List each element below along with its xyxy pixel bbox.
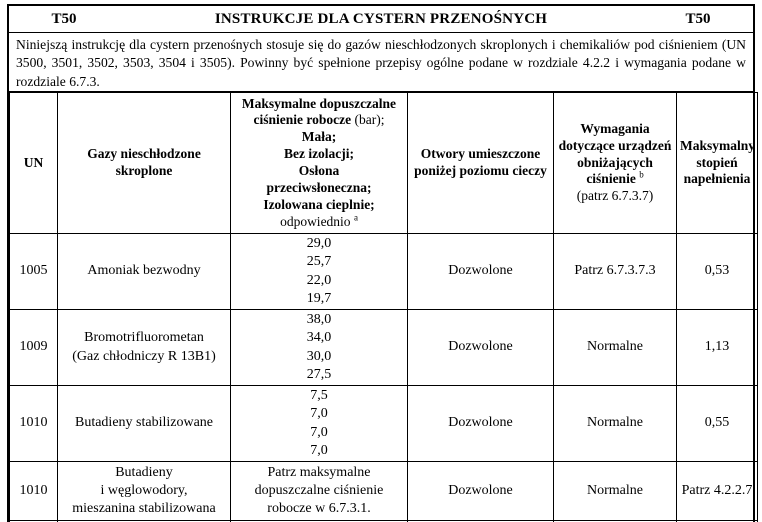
title-row [9,6,753,33]
pressure-header-line: przeciwsłoneczna; [266,179,372,195]
title-code-left: T50 [51,10,77,27]
pressure-header-line: Maksymalne dopuszczalne [241,95,397,111]
cell-openings: Dozwolone [408,462,554,521]
col-header-openings: Otwory umieszczone poniżej poziomu cieczy [408,93,554,234]
pressure-header-line: odpowiednio $^a$ [280,212,358,229]
cell-openings: Dozwolone [408,234,554,310]
col-header-relief [554,93,677,234]
footnote-marker-b: b [639,169,644,180]
cell-pressure: Patrz maksymalne dopuszczalne ciśnienie robocze w 6.7.3.1. [231,462,408,521]
title-code-right: T50 [685,10,711,27]
col-header-degree: Maksymalny stopień napełnienia [677,93,758,234]
pressure-header-line: ciśnienie robocze (bar); [253,112,385,128]
cell-relief: Normalne [554,462,677,521]
table-row [10,234,758,310]
cell-openings: Dozwolone [408,386,554,462]
cell-degree: 0,53 [677,234,758,310]
table-row [10,386,758,462]
col-header-gases: Gazy nieschłodzone skroplone [58,93,231,234]
cell-un: 1010 [10,462,58,521]
pressure-header-line: Izolowana cieplnie; [263,196,375,212]
cell-gas: Butadieny stabilizowane [58,386,231,462]
cell-degree: 1,13 [677,310,758,386]
header-row [10,93,758,234]
cell-pressure: 38,0 34,0 30,0 27,5 [231,310,408,386]
col-header-pressure [231,93,408,234]
cell-degree: 0,55 [677,386,758,462]
cell-un: 1005 [10,234,58,310]
cell-gas: Bromotrifluorometan (Gaz chłodniczy R 13B1) [58,310,231,386]
cell-relief: Normalne [554,386,677,462]
cell-gas: Amoniak bezwodny [58,234,231,310]
pressure-header-line: Mała; [301,129,337,145]
cell-un: 1009 [10,310,58,386]
page-title: INSTRUKCJE DLA CYSTERN PRZENOŚNYCH [214,10,548,27]
pressure-header-line: Osłona [298,163,340,178]
cell-pressure: 7,5 7,0 7,0 7,0 [231,386,408,462]
table-row [10,310,758,386]
cell-openings: Dozwolone [408,310,554,386]
relief-header-bold: Wymagania dotyczące urządzeń obniżających ciśnienie $^b$ [558,120,672,187]
t50-instruction-document [7,4,755,522]
col-header-un: UN [10,93,58,234]
table-row [10,462,758,521]
cell-gas: Butadieny i węglowodory, mieszanina stabilizowana [58,462,231,521]
intro-paragraph: Niniejszą instrukcję dla cystern przenośnych stosuje się do gazów nieschłodzonych skroplonych i chemikaliów pod ciśnieniem (UN 3500, 3501, 3502, 3503, 3504 i 3505). Powinny być spełnione przepisy ogólne podane w rozdziale 4.2.2 i wymagania podane w rozdziale 6.7.3. [9,33,753,92]
portable-tank-table [9,92,758,522]
relief-header-ref: (patrz 6.7.3.7) [576,188,654,204]
cell-degree: Patrz 4.2.2.7 [677,462,758,521]
footnote-marker-a: a [353,212,358,223]
cell-relief: Patrz 6.7.3.7.3 [554,234,677,310]
cell-pressure: 29,0 25,7 22,0 19,7 [231,234,408,310]
pressure-header-line: Bez izolacji; [283,146,355,162]
cell-relief: Normalne [554,310,677,386]
cell-un: 1010 [10,386,58,462]
